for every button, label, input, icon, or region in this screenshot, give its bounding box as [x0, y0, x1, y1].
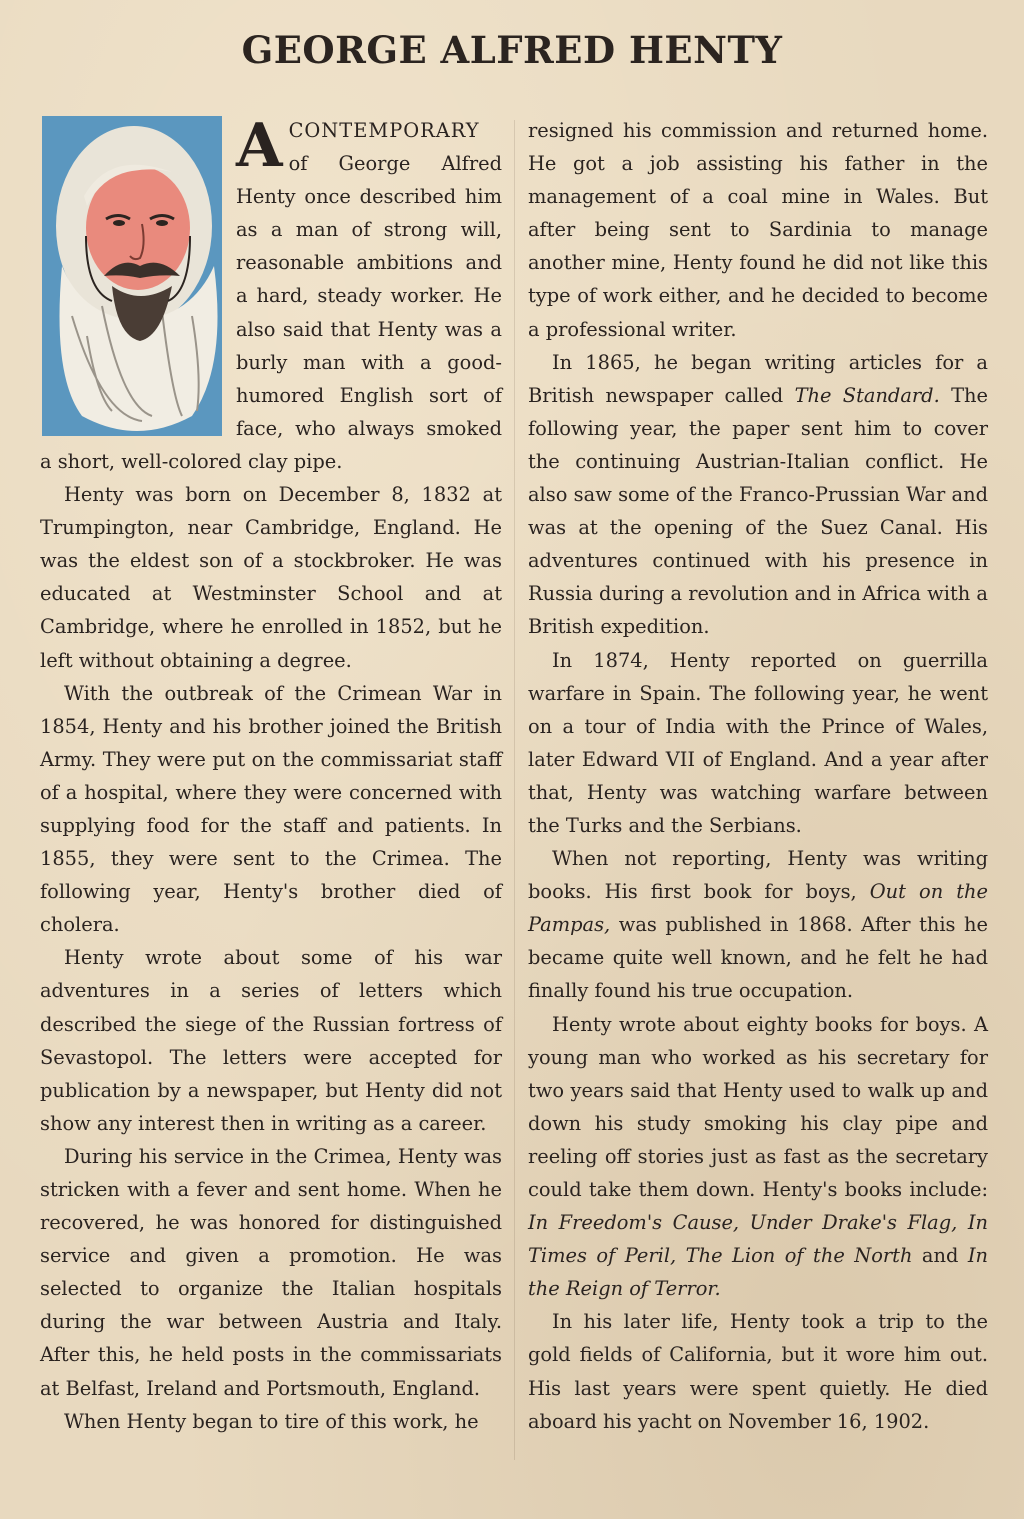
opening-text: of George Alfred Henty once described him as a man of strong will, reasonable ambitions and a hard, steady worker. He also said that Henty was a burly man with a good-humored English sort of face, who always smoked a short, well-colored clay pipe. — [40, 152, 502, 473]
book-titles-list: In Freedom's Cause, Under Drake's Flag, In Times of Peril, The Lion of the North — [528, 1211, 988, 1268]
books-text-before: When not reporting, Henty was writing books. His first book for boys, — [528, 847, 988, 904]
eighty-text-and: and — [912, 1244, 968, 1268]
paragraph-war-letters: Henty wrote about some of his war adventures in a series of letters which described the siege of the Russian fortress of Sevastopol. The letters were accepted for publication by a newspaper, but Henty did not show any interest then in writing as a career. — [40, 946, 502, 1135]
left-column — [40, 111, 502, 1438]
paragraph-1874: In 1874, Henty reported on guerrilla warfare in Spain. The following year, he went on a tour of India with the Prince of Wales, later Edward VII of England. And a year after that, Henty was watching warfare between the Turks and the Serbians. — [528, 648, 988, 837]
first-book-title: Out on the Pampas, — [528, 880, 988, 937]
standard-text-after: The following year, the paper sent him to cover the continuing Austrian-Italian conflict. He also saw some of the Franco-Prussian War and was at the opening of the Suez Canal. His adventures continued with his presence in Russia during a revolution and in Africa with a British expedition. — [528, 383, 989, 639]
paragraph-crimean-war: With the outbreak of the Crimean War in 1854, Henty and his brother joined the British Army. They were put on the commissariat staff of a hospital, where they were concerned with supplying food for the staff and patients. In 1855, they were sent to the Crimea. The following year, Henty's brother died of cholera. — [40, 681, 502, 937]
henty-portrait-illustration — [42, 116, 222, 436]
column-divider — [514, 120, 515, 1460]
drop-cap: A — [236, 111, 283, 181]
paragraph-later-life: In his later life, Henty took a trip to the gold fields of California, but it wore him out. His last years were spent quietly. He died aboard his yacht on November 16, 1902. — [528, 1310, 988, 1433]
books-text-after: was published in 1868. After this he became quite well known, and he felt he had finally found his true occupation. — [528, 913, 988, 1003]
article-title: GEORGE ALFRED HENTY — [241, 28, 783, 72]
right-column — [528, 114, 988, 1438]
lead-in-caps: CONTEMPORARY — [288, 119, 480, 142]
newspaper-title: The Standard. — [794, 383, 940, 407]
paragraph-first-book — [528, 842, 988, 1007]
paragraph-service: During his service in the Crimea, Henty was stricken with a fever and sent home. When he recovered, he was honored for distinguished service and given a promotion. He was selected to organize the Italian hospitals during the war between Austria and Italy. After this, he held posts in the commissariats at Belfast, Ireland and Portsmouth, England. — [40, 1144, 502, 1400]
paragraph-standard — [528, 346, 988, 644]
paragraph-resigned: resigned his commission and returned home. He got a job assisting his father in the management of a coal mine in Wales. But after being sent to Sardinia to manage another mine, Henty found he did not like this type of work either, and he decided to become a professional writer. — [528, 119, 988, 341]
book-title-reign-of-terror: In the Reign of Terror. — [528, 1244, 988, 1301]
paragraph-birth: Henty was born on December 8, 1832 at Trumpington, near Cambridge, England. He was the eldest son of a stockbroker. He was educated at Westminster School and at Cambridge, where he enrolled in 1852, but he left without obtaining a degree. — [40, 483, 502, 672]
standard-text-before: In 1865, he began writing articles for a British newspaper called — [528, 350, 988, 407]
paragraph-eighty-books — [528, 1008, 988, 1306]
eighty-text-before: Henty wrote about eighty books for boys. A young man who worked as his secretary for two years said that Henty used to walk up and down his study smoking his clay pipe and reeling off stories just as fast as the secretary could take them down. Henty's books include: — [528, 1012, 988, 1201]
paragraph-tire-of-work: When Henty began to tire of this work, he — [64, 1409, 479, 1433]
